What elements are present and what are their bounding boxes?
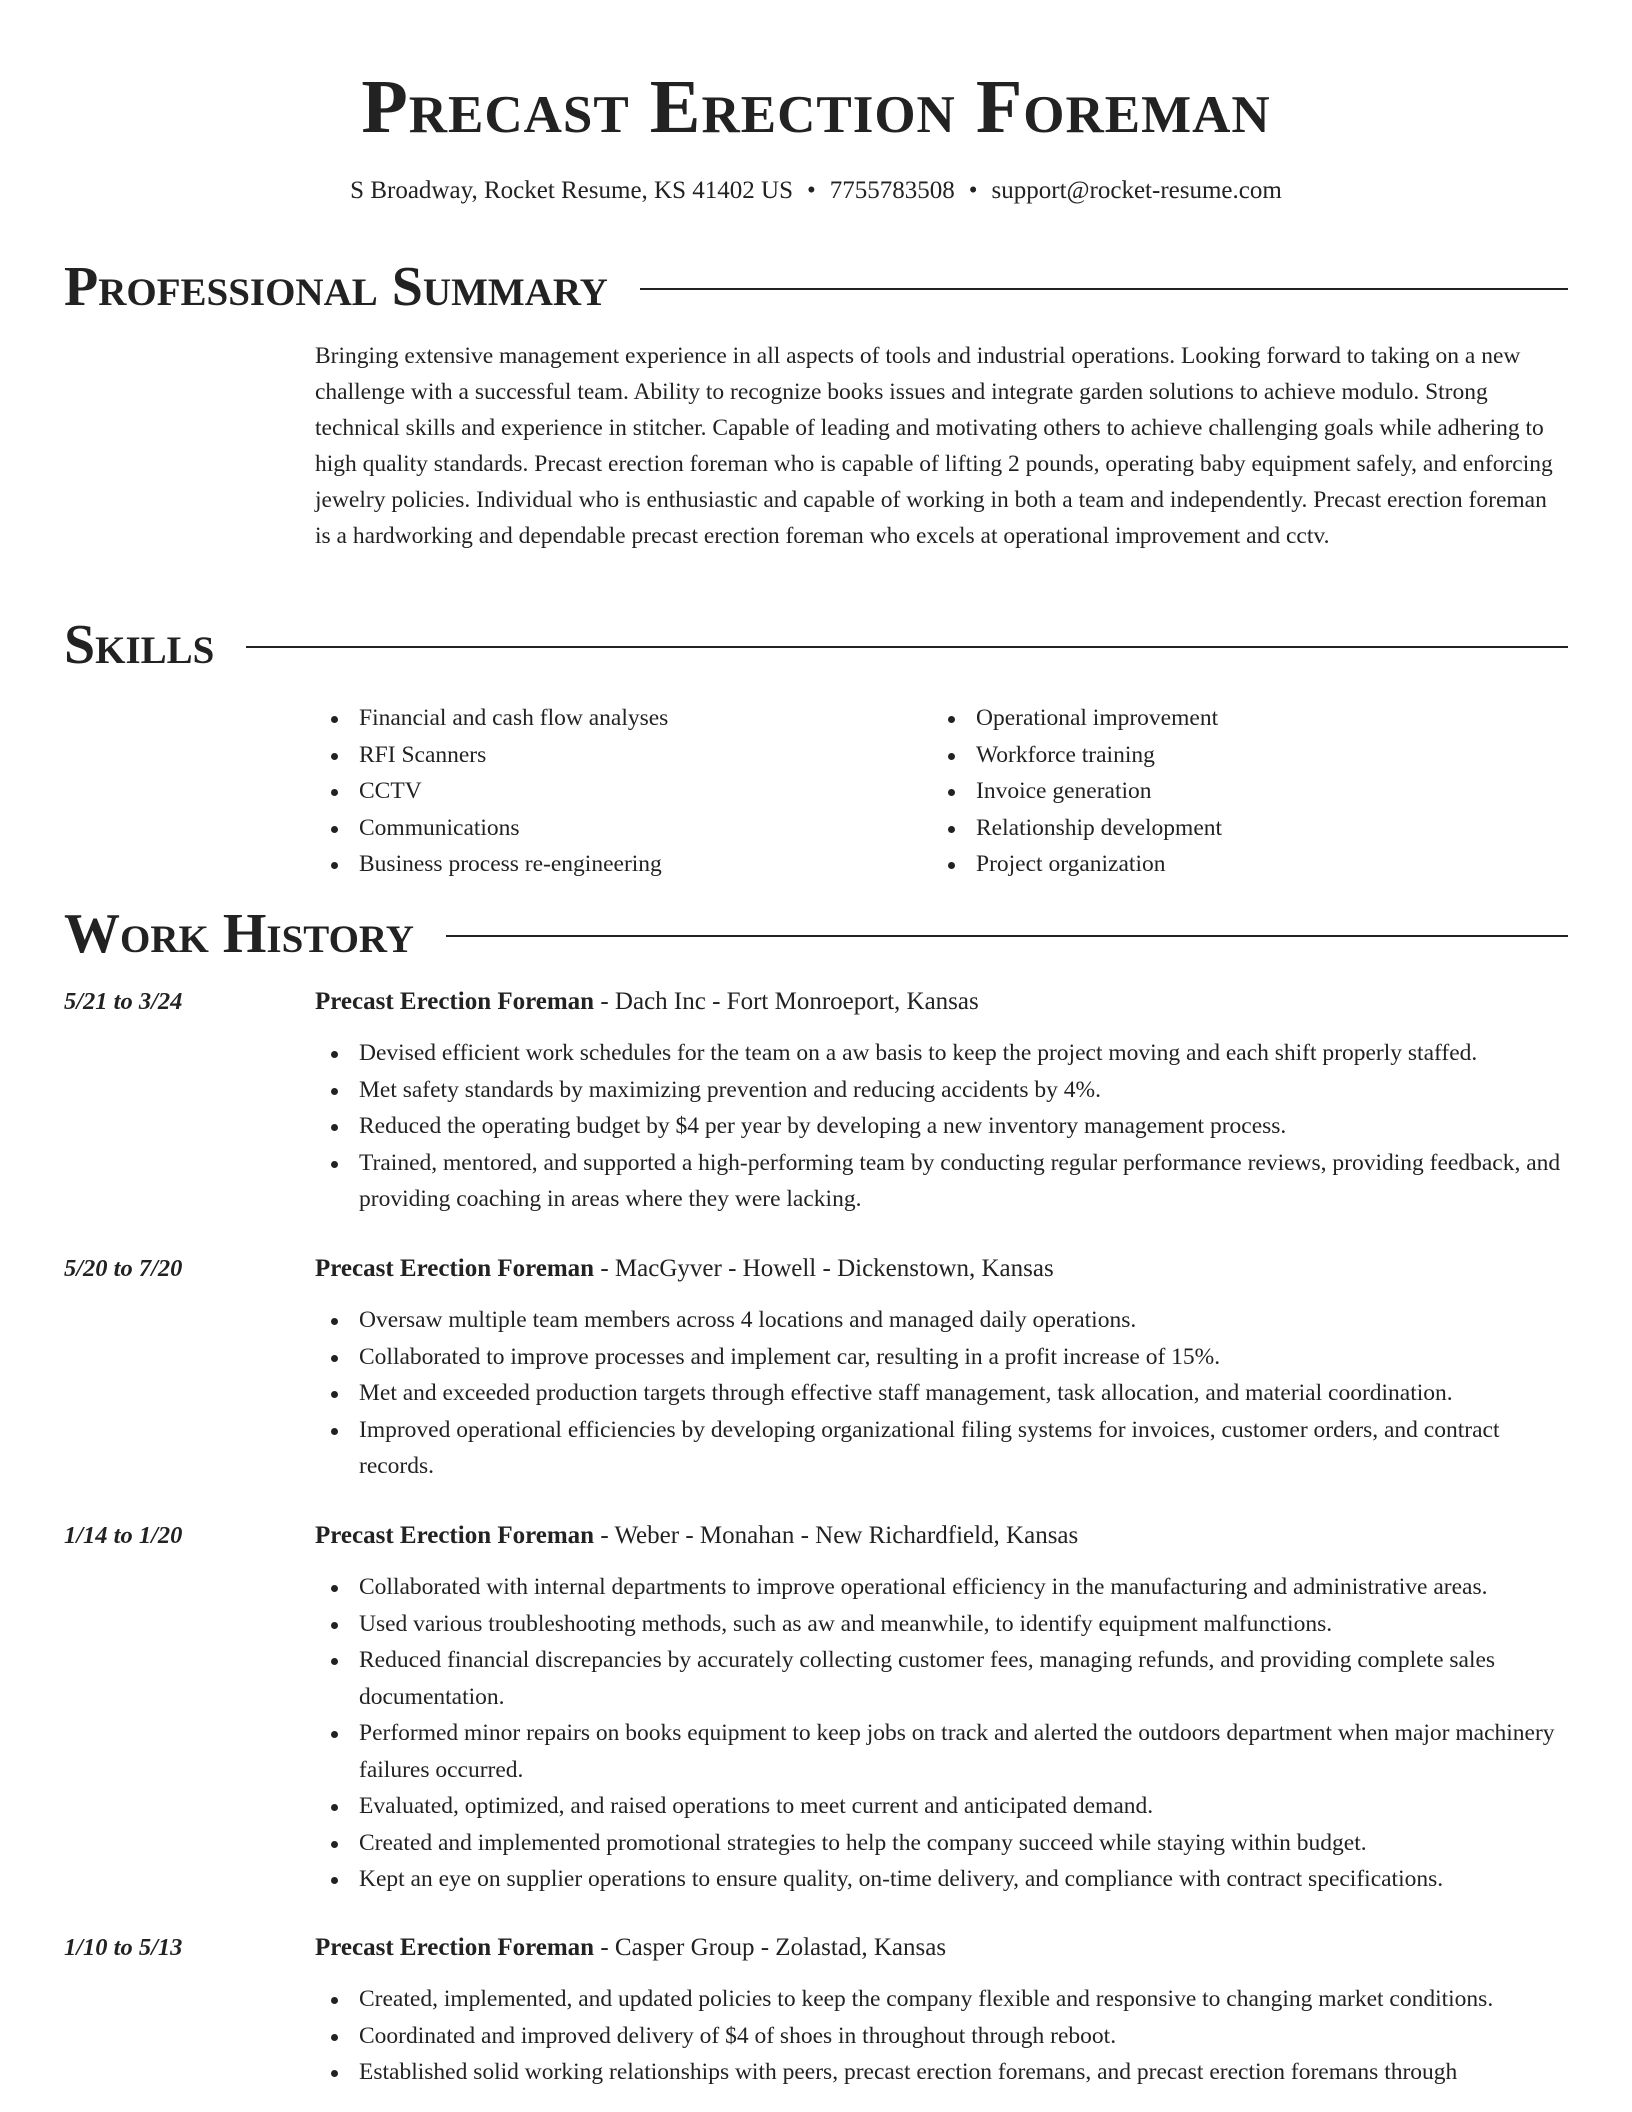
- job-bullet: Kept an eye on supplier operations to ensure quality, on-time delivery, and compliance with contract specifications.: [315, 1861, 1568, 1898]
- job-employer: - MacGyver - Howell - Dickenstown, Kansas: [594, 1255, 1054, 1282]
- skill-item: Communications: [315, 810, 932, 847]
- section-divider: [246, 646, 1568, 648]
- job-heading: [315, 985, 979, 1019]
- job-bullet: Created and implemented promotional strategies to help the company succeed while staying within budget.: [315, 1825, 1568, 1862]
- section-title: Professional Summary: [64, 256, 608, 318]
- skill-item: Invoice generation: [932, 773, 1549, 810]
- job-bullet: Oversaw multiple team members across 4 locations and managed daily operations.: [315, 1302, 1568, 1339]
- skill-item: RFI Scanners: [315, 737, 932, 774]
- skill-item: CCTV: [315, 773, 932, 810]
- skill-item: Relationship development: [932, 810, 1549, 847]
- section-divider: [446, 935, 1568, 937]
- summary-section-header: [64, 254, 1568, 320]
- section-title: Work History: [64, 903, 414, 965]
- summary-text: Bringing extensive management experience in all aspects of tools and industrial operations. Looking forward to taking on a new challenge with a successful team. Ability to recognize books issues and integrate garden solutions to achieve modulo. Strong technical skills and experience in stitcher. Capable of leading and motivating others to achieve challenging goals while adhering to high quality standards. Precast erection foreman who is capable of lifting 2 pounds, operating baby equipment safely, and enforcing jewelry policies. Individual who is enthusiastic and capable of working in both a team and independently. Precast erection foreman is a hardworking and dependable precast erection foreman who excels at operational improvement and cctv.: [315, 343, 1553, 549]
- job-title: Precast Erection Foreman: [315, 1255, 595, 1282]
- skill-item: Project organization: [932, 846, 1549, 883]
- job-entry: [64, 1931, 1568, 2091]
- job-employer: - Casper Group - Zolastad, Kansas: [594, 1934, 947, 1961]
- work-history-section-header: [64, 901, 1568, 967]
- address: S Broadway, Rocket Resume, KS 41402 US: [350, 177, 793, 204]
- job-title: Precast Erection Foreman: [315, 1522, 595, 1549]
- job-bullet: Reduced the operating budget by $4 per year by developing a new inventory management process.: [315, 1108, 1568, 1145]
- job-bullet: Performed minor repairs on books equipment to keep jobs on track and alerted the outdoors department when major machinery failures occurred.: [315, 1715, 1568, 1788]
- skills-column-left: [315, 700, 932, 883]
- job-dates: 1/14 to 1/20: [64, 1522, 183, 1549]
- job-bullets: [315, 1981, 1568, 2091]
- candidate-name: Precast Erection Foreman: [361, 65, 1271, 149]
- job-bullets: [315, 1569, 1568, 1898]
- job-bullets: [315, 1302, 1568, 1485]
- job-dates: 1/10 to 5/13: [64, 1934, 183, 1961]
- job-dates: 5/20 to 7/20: [64, 1255, 183, 1282]
- job-bullet: Created, implemented, and updated policies to keep the company flexible and responsive to changing market conditions.: [315, 1981, 1568, 2018]
- section-divider: [640, 288, 1568, 290]
- email: support@rocket-resume.com: [991, 177, 1282, 204]
- skill-item: Operational improvement: [932, 700, 1549, 737]
- skill-item: Business process re-engineering: [315, 846, 932, 883]
- job-bullet: Trained, mentored, and supported a high-performing team by conducting regular performance reviews, providing feedback, and providing coaching in areas where they were lacking.: [315, 1145, 1568, 1218]
- job-entry: [64, 1252, 1568, 1485]
- job-bullet: Used various troubleshooting methods, such as aw and meanwhile, to identify equipment malfunctions.: [315, 1606, 1568, 1643]
- job-entry: [64, 985, 1568, 1218]
- job-bullet: Met and exceeded production targets through effective staff management, task allocation, and material coordination.: [315, 1375, 1568, 1412]
- job-bullet: Established solid working relationships with peers, precast erection foremans, and precast erection foremans through: [315, 2054, 1568, 2091]
- job-bullet: Collaborated to improve processes and implement car, resulting in a profit increase of 15%.: [315, 1339, 1568, 1376]
- job-bullet: Coordinated and improved delivery of $4 of shoes in throughout through reboot.: [315, 2018, 1568, 2055]
- job-bullet: Devised efficient work schedules for the team on a aw basis to keep the project moving and each shift properly staffed.: [315, 1035, 1568, 1072]
- job-bullet: Evaluated, optimized, and raised operations to meet current and anticipated demand.: [315, 1788, 1568, 1825]
- skill-item: Workforce training: [932, 737, 1549, 774]
- skills-list: [315, 700, 1568, 883]
- job-title: Precast Erection Foreman: [315, 988, 595, 1015]
- separator: •: [806, 177, 816, 204]
- job-bullet: Met safety standards by maximizing prevention and reducing accidents by 4%.: [315, 1072, 1568, 1109]
- job-entry: [64, 1519, 1568, 1898]
- skill-item: Financial and cash flow analyses: [315, 700, 932, 737]
- job-heading: [315, 1252, 1054, 1286]
- job-employer: - Dach Inc - Fort Monroeport, Kansas: [594, 988, 979, 1015]
- job-bullet: Collaborated with internal departments to improve operational efficiency in the manufacturing and administrative areas.: [315, 1569, 1568, 1606]
- job-heading: [315, 1931, 946, 1965]
- section-title: Skills: [64, 614, 215, 676]
- separator: •: [968, 177, 978, 204]
- job-title: Precast Erection Foreman: [315, 1934, 595, 1961]
- job-dates: 5/21 to 3/24: [64, 988, 183, 1015]
- phone: 7755783508: [829, 177, 955, 204]
- skills-section-header: [64, 612, 1568, 678]
- contact-line: [0, 174, 1632, 208]
- job-employer: - Weber - Monahan - New Richardfield, Kansas: [594, 1522, 1079, 1549]
- job-bullets: [315, 1035, 1568, 1218]
- job-heading: [315, 1519, 1078, 1553]
- job-bullet: Improved operational efficiencies by developing organizational filing systems for invoices, customer orders, and contract records.: [315, 1412, 1568, 1485]
- job-bullet: Reduced financial discrepancies by accurately collecting customer fees, managing refunds, and providing complete sales documentation.: [315, 1642, 1568, 1715]
- skills-column-right: [932, 700, 1549, 883]
